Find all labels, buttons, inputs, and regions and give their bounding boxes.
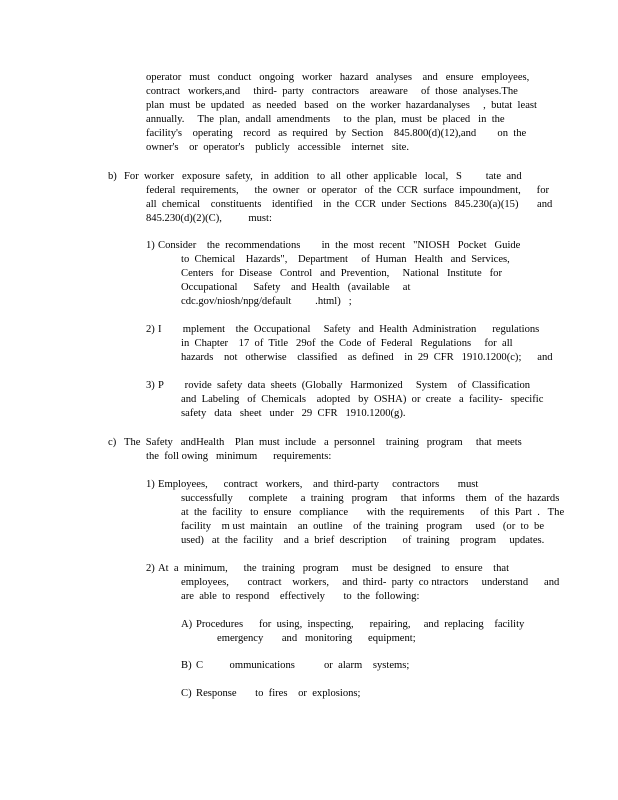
paragraph-a-line: contract workers,and third- party contractors areaware of those analyses.The xyxy=(146,86,518,97)
item-c2c-marker: C) xyxy=(181,688,192,699)
item-c2a-marker: A) xyxy=(181,619,193,630)
paragraph-a-line: plan must be updated as needed based on the worker hazardanalyses , butat least xyxy=(146,100,537,111)
item-c1-line: Employees, contract workers, and third-party contractors must xyxy=(158,479,479,490)
item-b1-line: cdc.gov/niosh/npg/default .html) ; xyxy=(181,296,352,307)
item-b3-line: safety data sheet under 29 CFR 1910.1200(g). xyxy=(181,408,406,419)
paragraph-a-line: owner's or operator's publicly accessible internet site. xyxy=(146,142,409,153)
item-c1-line: successfully complete a training program that informs them of the hazards xyxy=(181,493,560,504)
item-b-line: federal requirements, the owner or operator of the CCR surface impoundment, for xyxy=(146,185,550,196)
item-b-line: all chemical constituents identified in the CCR under Sections 845.230(a)(15) and xyxy=(146,199,553,210)
item-c1-line: facility m ust maintain an outline of the training program used (or to be xyxy=(181,521,545,532)
item-c2c-line: Response to fires or explosions; xyxy=(196,688,361,699)
item-c-marker: c) xyxy=(108,437,117,448)
item-b3-line: and Labeling of Chemicals adopted by OSHA) or create a facility- specific xyxy=(181,394,544,405)
item-b1-line: Consider the recommendations in the most recent "NIOSH Pocket Guide xyxy=(158,240,521,251)
item-b2-line: hazards not otherwise classified as defined in 29 CFR 1910.1200(c); and xyxy=(181,352,553,363)
item-b1-line: to Chemical Hazards", Department of Human Health and Services, xyxy=(181,254,510,265)
item-b1-marker: 1) xyxy=(146,240,155,251)
item-c2b-marker: B) xyxy=(181,660,192,671)
item-b1-line: Occupational Safety and Health (available at xyxy=(181,282,411,293)
item-b2-marker: 2) xyxy=(146,324,155,335)
item-c2b-line: C ommunications or alarm systems; xyxy=(196,660,410,671)
paragraph-a-line: annually. The plan, andall amendments to the plan, must be placed in the xyxy=(146,114,505,125)
item-c2a-line: emergency and monitoring equipment; xyxy=(217,633,416,644)
item-b3-line: P rovide safety data sheets (Globally Harmonized System of Classification xyxy=(158,380,531,391)
item-b3-marker: 3) xyxy=(146,380,155,391)
item-c1-marker: 1) xyxy=(146,479,155,490)
item-b1-line: Centers for Disease Control and Prevention, National Institute for xyxy=(181,268,502,279)
item-c-line: the foll owing minimum requirements: xyxy=(146,451,332,462)
item-c2-line: employees, contract workers, and third- party co ntractors understand and xyxy=(181,577,560,588)
item-c2-line: At a minimum, the training program must be designed to ensure that xyxy=(158,563,510,574)
item-b-line: For worker exposure safety, in addition to all other applicable local, S tate and xyxy=(124,171,522,182)
item-c2a-line: Procedures for using, inspecting, repairing, and replacing facility xyxy=(196,619,525,630)
item-c1-line: used) at the facility and a brief description of training program updates. xyxy=(181,535,545,546)
item-b2-line: in Chapter 17 of Title 29of the Code of Federal Regulations for all xyxy=(181,338,513,349)
item-c2-marker: 2) xyxy=(146,563,155,574)
item-b-marker: b) xyxy=(108,171,117,182)
item-c1-line: at the facility to ensure compliance with the requirements of this Part . The xyxy=(181,507,565,518)
item-b2-line: I mplement the Occupational Safety and Health Administration regulations xyxy=(158,324,540,335)
paragraph-a-line: operator must conduct ongoing worker hazard analyses and ensure employees, xyxy=(146,72,530,83)
item-c-line: The Safety andHealth Plan must include a personnel training program that meets xyxy=(124,437,522,448)
paragraph-a-line: facility's operating record as required by Section 845.800(d)(12),and on the xyxy=(146,128,527,139)
item-c2-line: are able to respond effectively to the following: xyxy=(181,591,420,602)
item-b-line: 845.230(d)(2)(C), must: xyxy=(146,213,272,224)
